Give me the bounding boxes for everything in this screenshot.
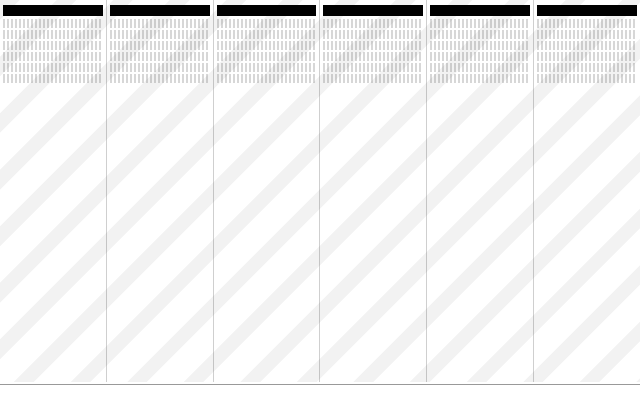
entry-line (217, 41, 317, 50)
column-6 (534, 0, 640, 382)
entry-line (537, 41, 637, 50)
entry-line (537, 63, 637, 72)
entry-line (110, 19, 210, 28)
entry-line (430, 30, 530, 39)
entry-line (323, 74, 423, 83)
entry-line (3, 74, 103, 83)
section-header-bar (537, 5, 637, 16)
entry-line (110, 74, 210, 83)
entry-line (323, 63, 423, 72)
entry-line (537, 52, 637, 61)
entry-line (3, 19, 103, 28)
entry-line (537, 19, 637, 28)
entry-line (537, 74, 637, 83)
entry-line (323, 41, 423, 50)
section-header-bar (3, 5, 103, 16)
column-2 (107, 0, 214, 382)
entry-line (430, 19, 530, 28)
entry-line (430, 63, 530, 72)
entry-line (217, 19, 317, 28)
entry-line (217, 74, 317, 83)
entry-line (3, 52, 103, 61)
entry-line (430, 74, 530, 83)
entry-line (323, 30, 423, 39)
column-5 (427, 0, 534, 382)
entry-line (3, 63, 103, 72)
entry-line (110, 52, 210, 61)
section-header-bar (430, 5, 530, 16)
column-4 (320, 0, 427, 382)
column-1 (0, 0, 107, 382)
entry-line (110, 30, 210, 39)
entry-line (430, 52, 530, 61)
column-3 (214, 0, 321, 382)
entry-line (217, 52, 317, 61)
section-header-bar (110, 5, 210, 16)
footer-note (0, 384, 640, 410)
entry-line (3, 41, 103, 50)
entry-line (217, 63, 317, 72)
entry-line (430, 41, 530, 50)
entry-line (3, 30, 103, 39)
entry-line (323, 19, 423, 28)
section-header-bar (217, 5, 317, 16)
section-header-bar (323, 5, 423, 16)
entry-line (110, 41, 210, 50)
entry-line (110, 63, 210, 72)
entry-line (537, 30, 637, 39)
entry-line (217, 30, 317, 39)
entry-line (323, 52, 423, 61)
